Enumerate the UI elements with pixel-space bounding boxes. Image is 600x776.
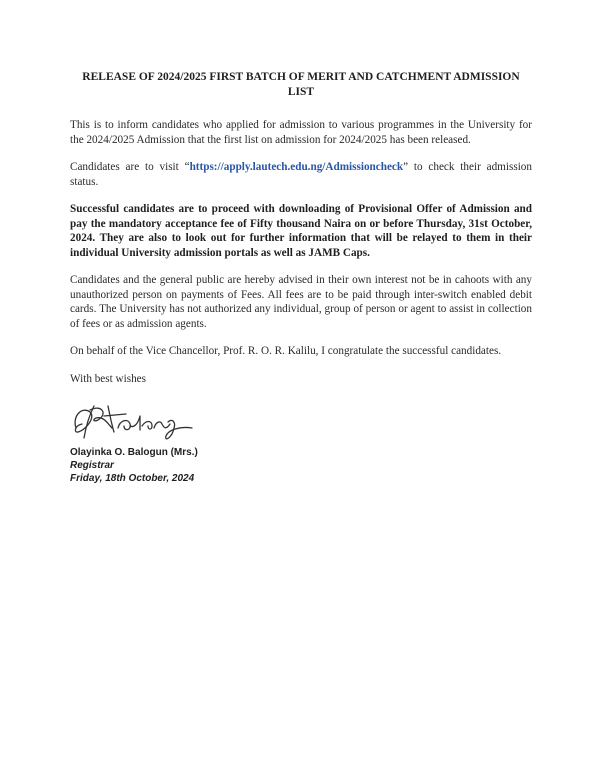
portal-instruction-suffix: ” to check their admission status. <box>70 161 532 188</box>
signatory-name: Olayinka O. Balogun (Mrs.) <box>70 447 198 458</box>
notice-title: RELEASE OF 2024/2025 FIRST BATCH OF MERIT AND CATCHMENT ADMISSION LIST <box>82 71 520 98</box>
acceptance-fee-paragraph: Successful candidates are to proceed with downloading of Provisional Offer of Admission and pay the mandatory acceptance fee of Fifty thousand Naira on or before Thursday, 31st October, 2024. They are also to look out for further information that will be relayed to them in their individual University admission portals as well as JAMB Caps. <box>70 203 532 259</box>
admission-check-link[interactable]: https://apply.lautech.edu.ng/Admissioncheck <box>189 161 404 173</box>
signatory-block <box>70 446 532 485</box>
signatory-date: Friday, 18th October, 2024 <box>70 473 195 484</box>
congratulation-paragraph: On behalf of the Vice Chancellor, Prof. R. O. R. Kalilu, I congratulate the successful candidates. <box>70 345 502 357</box>
portal-instruction-paragraph <box>70 160 532 189</box>
portal-instruction-prefix: Candidates are to visit “ <box>70 161 190 173</box>
signatory-title: Registrar <box>70 460 114 471</box>
admission-notice <box>70 70 532 485</box>
fee-warning-paragraph: Candidates and the general public are hereby advised in their own interest not be in cahoots with any unauthorized person on payments of Fees. All fees are to be paid through inter-switch enabled debit cards. The University has not authorized any individual, group of person or agent to assist in collection of fees or as admission agents. <box>70 274 532 330</box>
intro-paragraph: This is to inform candidates who applied for admission to various programmes in the University for the 2024/2025 Admission that the first list on admission for 2024/2025 has been released. <box>70 119 532 146</box>
closing-line: With best wishes <box>70 372 146 385</box>
handwritten-signature <box>68 398 218 444</box>
